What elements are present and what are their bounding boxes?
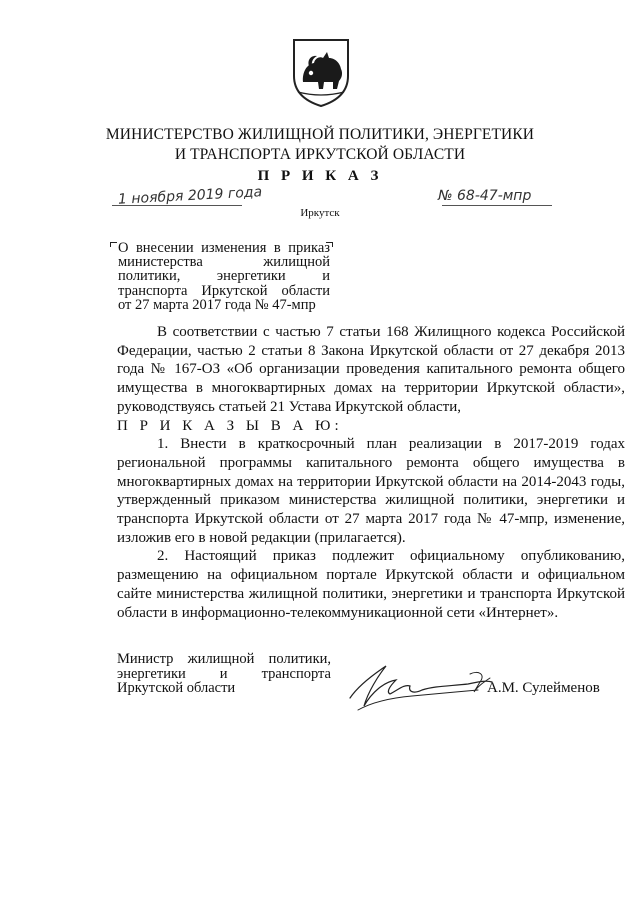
text-line: области», руководствуясь статьей 21 Устава Иркутской области, xyxy=(117,380,625,415)
text-line: «Интернет». xyxy=(478,604,559,621)
subject-line: политики, энергетики и xyxy=(118,268,330,285)
text-line: 1. Внести в краткосрочный план реализации в 2017-2019 годах xyxy=(157,436,625,453)
text-line: Иркутской области в информационно-телекоммуникационной сети xyxy=(117,585,626,621)
text-line: изменение, изложив его в новой редакции (прилагается). xyxy=(117,511,625,546)
text-line: сайте министерства жилищной политики, энергетики и транспорта xyxy=(117,585,552,602)
coat-of-arms-emblem xyxy=(290,36,352,108)
position-line: энергетики и транспорта xyxy=(117,665,331,682)
signer-name: А.М. Сулейменов xyxy=(487,680,600,696)
text-line: от 27 декабря 2013 года № 167-ОЗ «Об организации проведения капитального xyxy=(117,342,625,378)
order-declaration: П Р И К А З Ы В А Ю: xyxy=(117,417,343,434)
order-subject xyxy=(118,241,330,312)
handwritten-order-number: № 68-47-мпр xyxy=(438,188,532,204)
order-item-2 xyxy=(117,547,625,622)
text-line: 2. Настоящий приказ подлежит официальному опубликованию, xyxy=(157,548,625,565)
text-line: Российской Федерации, частью 2 статьи 8 Закона Иркутской области xyxy=(117,324,625,359)
subject-line: министерства жилищной xyxy=(118,254,330,271)
date-underline xyxy=(112,205,242,206)
handwritten-date: 1 ноября 2019 года xyxy=(117,184,263,208)
handwritten-signature xyxy=(328,652,513,724)
signer-position xyxy=(117,652,331,696)
position-line: Министр жилищной политики, xyxy=(117,651,331,667)
subject-line: от 27 марта 2017 года № 47-мпр xyxy=(118,296,316,313)
number-underline xyxy=(442,205,552,206)
issue-city: Иркутск xyxy=(300,207,340,219)
document-title: П Р И К А З xyxy=(257,168,383,184)
preamble-paragraph xyxy=(117,323,625,417)
subject-line: О внесении изменения в приказ xyxy=(118,240,330,256)
text-line: размещению на официальном портале Иркутской области и официальном xyxy=(117,567,625,584)
text-line: многоквартирных домах на территории Иркутской области на 2014-2043 xyxy=(117,473,587,490)
subject-corner-mark-left xyxy=(110,242,117,247)
ministry-name-line-2: И ТРАНСПОРТА ИРКУТСКОЙ ОБЛАСТИ xyxy=(174,146,466,163)
text-line: энергетики и транспорта Иркутской области от 27 марта 2017 года № 47-мпр, xyxy=(117,492,625,528)
order-body xyxy=(117,323,625,622)
subject-line: транспорта Иркутской области xyxy=(118,282,330,299)
position-line: Иркутской области xyxy=(117,680,236,696)
text-line: региональной программы капитального ремонта общего имущества в xyxy=(117,454,625,471)
text-line: ремонта общего имущества в многоквартирных домах на территории Иркутской xyxy=(117,361,626,397)
order-item-1 xyxy=(117,435,625,547)
text-line: годы, утвержденный приказом министерства жилищной политики, xyxy=(117,473,626,509)
text-line: В соответствии с частью 7 статьи 168 Жилищного кодекса xyxy=(157,324,546,340)
ministry-name-line-1: МИНИСТЕРСТВО ЖИЛИЩНОЙ ПОЛИТИКИ, ЭНЕРГЕТИКИ xyxy=(105,126,535,143)
